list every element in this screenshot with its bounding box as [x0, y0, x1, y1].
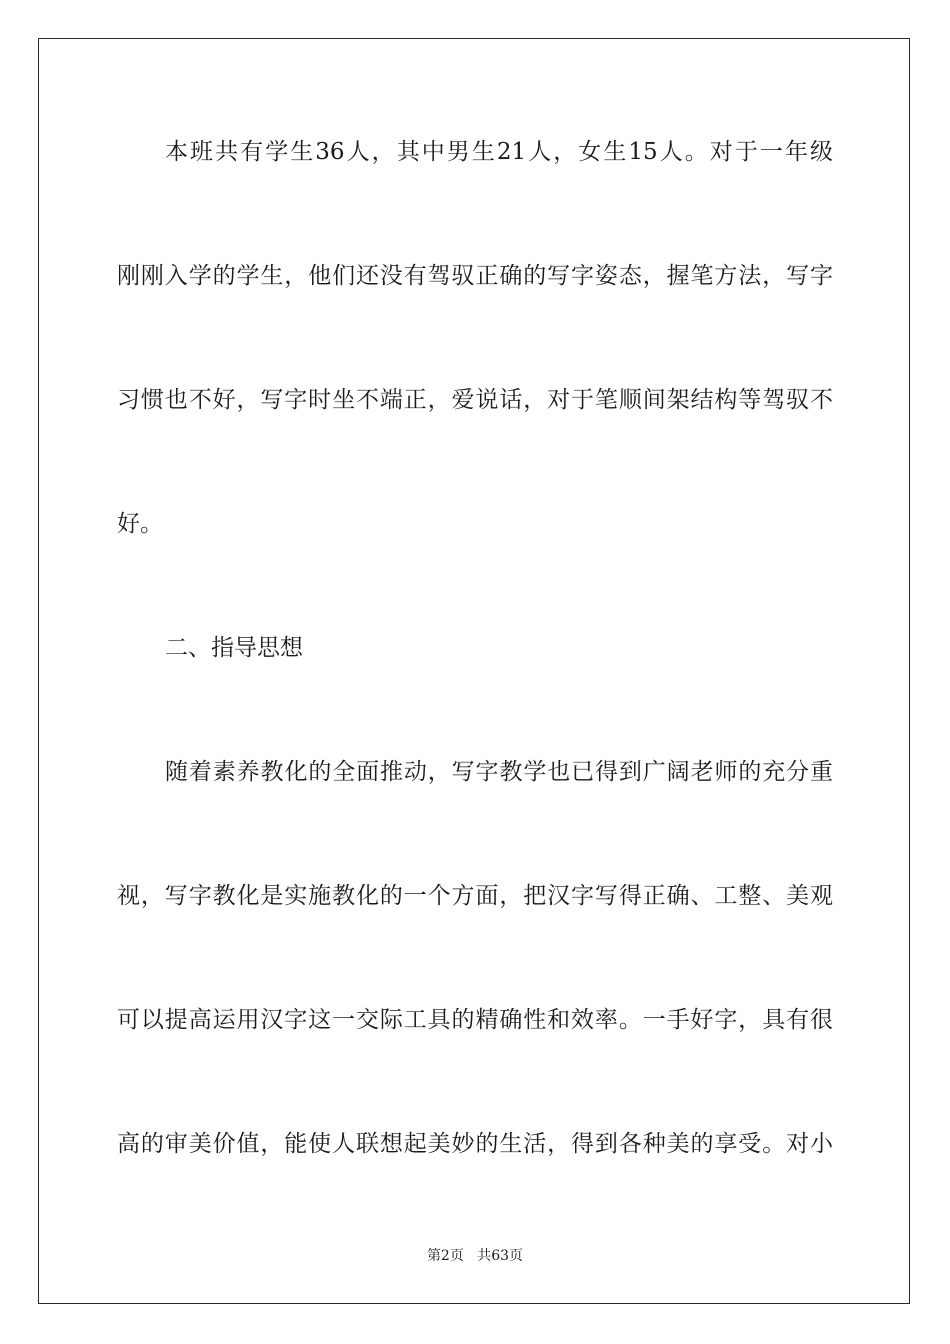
paragraph-line: 本班共有学生36人，其中男生21人，女生15人。对于一年级: [165, 139, 833, 165]
page-footer: [0, 1247, 950, 1265]
section-heading: 二、指导思想: [165, 635, 303, 661]
paragraph-line: 刚刚入学的学生，他们还没有驾驭正确的写字姿态，握笔方法，写字: [117, 263, 833, 289]
paragraph-line: 随着素养教化的全面推动，写字教学也已得到广阔老师的充分重: [165, 759, 833, 785]
paragraph-line: 习惯也不好，写字时坐不端正，爱说话，对于笔顺间架结构等驾驭不: [117, 387, 833, 413]
page-total: 共63页: [477, 1248, 524, 1264]
paragraph-line: 好。: [117, 511, 163, 537]
paragraph-line: 视，写字教化是实施教化的一个方面，把汉字写得正确、工整、美观: [117, 883, 833, 909]
page-border: [38, 38, 910, 1304]
page-number: 第2页: [426, 1248, 464, 1264]
paragraph-line: 高的审美价值，能使人联想起美妙的生活，得到各种美的享受。对小: [117, 1131, 833, 1157]
paragraph-line: 可以提高运用汉字这一交际工具的精确性和效率。一手好字，具有很: [117, 1007, 833, 1033]
